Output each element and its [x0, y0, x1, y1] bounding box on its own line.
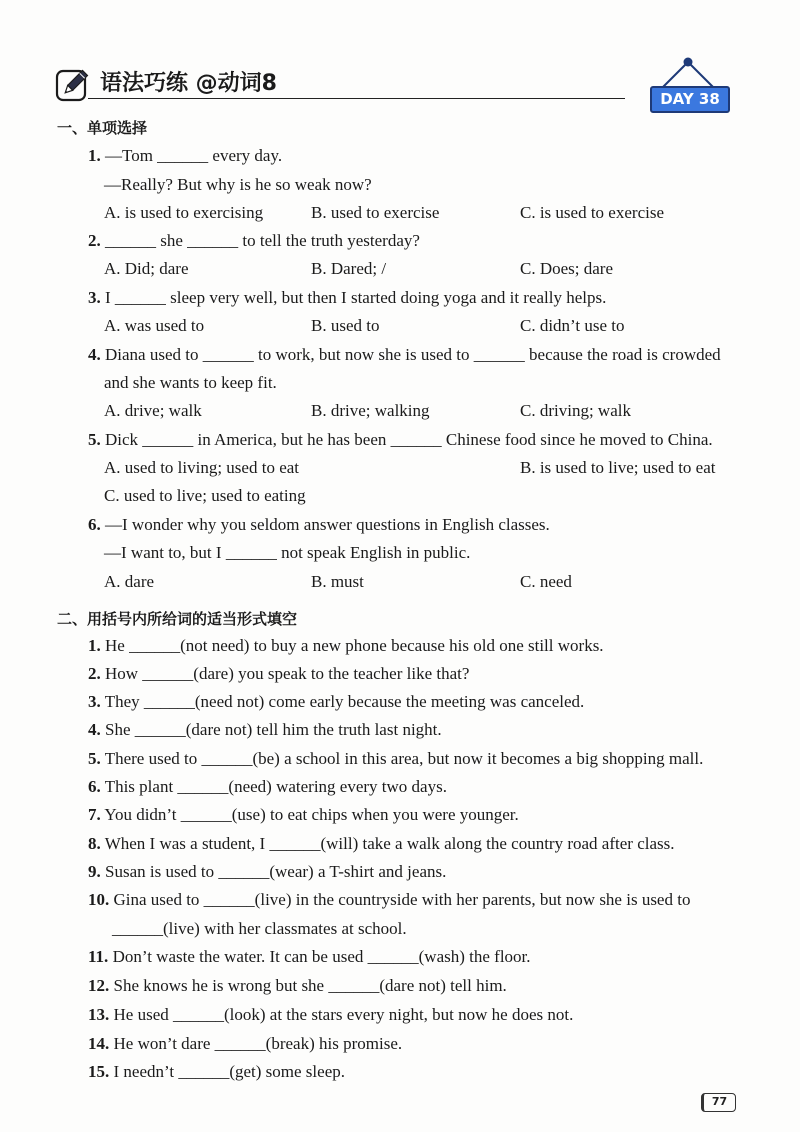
question-line — [88, 231, 420, 251]
question-text: He used ______(look) at the stars every night, but now he does not. — [113, 1005, 574, 1024]
page-number: 77 — [701, 1093, 736, 1112]
question-text: —I wonder why you seldom answer questions in English classes. — [105, 515, 550, 534]
question-number: 14. — [88, 1034, 110, 1053]
title-underline — [88, 98, 625, 99]
question-line — [88, 288, 606, 308]
option-b: B. used to exercise — [311, 203, 440, 222]
question-text: This plant ______(need) watering every two days. — [104, 777, 447, 796]
question-text: Gina used to ______(live) in the countryside with her parents, but now she is used to — [113, 890, 691, 909]
question-number: 5. — [88, 749, 101, 768]
question-text: She ______(dare not) tell him the truth last night. — [105, 720, 442, 739]
question-text: Dick ______ in America, but he has been ______ Chinese food since he moved to China. — [105, 430, 713, 449]
fill-question-14 — [88, 1034, 402, 1054]
question-text: He won’t dare ______(break) his promise. — [113, 1034, 403, 1053]
question-text: They ______(need not) come early because the meeting was canceled. — [104, 692, 585, 711]
question-number: 1. — [88, 146, 101, 165]
option-c: C. driving; walk — [520, 401, 631, 420]
fill-question-3 — [88, 692, 584, 712]
option-b: B. is used to live; used to eat — [520, 458, 716, 477]
question-text: Susan is used to ______(wear) a T-shirt and jeans. — [105, 862, 447, 881]
question-line — [88, 345, 721, 365]
fill-question-9 — [88, 862, 446, 882]
option-b: B. must — [311, 572, 364, 591]
question-line — [88, 515, 550, 535]
question-text: —Tom ______ every day. — [105, 146, 283, 165]
question-number: 3. — [88, 692, 101, 711]
day-badge: DAY 38 — [650, 86, 730, 113]
fill-question-12 — [88, 976, 507, 996]
page-title: 语法巧练 @动词8 — [100, 71, 277, 96]
option-b: B. Dared; / — [311, 259, 387, 278]
option-a: A. used to living; used to eat — [104, 458, 300, 477]
option-a: A. was used to — [104, 316, 205, 335]
fill-question-15 — [88, 1062, 345, 1082]
question-text: How ______(dare) you speak to the teacher like that? — [105, 664, 470, 683]
question-number: 10. — [88, 890, 110, 909]
fill-question-2 — [88, 664, 469, 684]
question-number: 9. — [88, 862, 101, 881]
fill-question-8 — [88, 834, 675, 854]
option-a: A. Did; dare — [104, 259, 189, 278]
question-line — [88, 146, 282, 166]
question-number: 7. — [88, 805, 101, 824]
question-text: When I was a student, I ______(will) take a walk along the country road after class. — [104, 834, 675, 853]
question-number: 11. — [88, 947, 109, 966]
section-heading: 一、单项选择 — [57, 119, 148, 137]
question-number: 2. — [88, 231, 101, 250]
fill-question-4 — [88, 720, 442, 740]
option-c: C. need — [520, 572, 572, 591]
question-number: 6. — [88, 515, 101, 534]
question-text: and she wants to keep fit. — [104, 373, 277, 392]
question-text: She knows he is wrong but she ______(dare not) tell him. — [113, 976, 507, 995]
fill-question-1 — [88, 636, 604, 656]
question-text: Diana used to ______ to work, but now she is used to ______ because the road is crowded — [105, 345, 721, 364]
question-text: He ______(not need) to buy a new phone because his old one still works. — [105, 636, 604, 655]
option-a: A. is used to exercising — [104, 203, 264, 222]
option-b: B. drive; walking — [311, 401, 430, 420]
option-c: C. is used to exercise — [520, 203, 664, 222]
option-a: A. drive; walk — [104, 401, 202, 420]
question-text: I ______ sleep very well, but then I started doing yoga and it really helps. — [105, 288, 607, 307]
question-number: 13. — [88, 1005, 110, 1024]
question-number: 1. — [88, 636, 101, 655]
question-number: 4. — [88, 345, 101, 364]
question-line — [88, 430, 713, 450]
question-line — [88, 890, 690, 910]
question-number: 6. — [88, 777, 101, 796]
tag-hanger-icon — [655, 55, 721, 89]
question-text: ______ she ______ to tell the truth yesterday? — [105, 231, 420, 250]
option-c: C. didn’t use to — [520, 316, 625, 335]
question-number: 12. — [88, 976, 110, 995]
question-number: 2. — [88, 664, 101, 683]
question-number: 3. — [88, 288, 101, 307]
fill-question-11 — [88, 947, 531, 967]
option-c: C. Does; dare — [520, 259, 614, 278]
question-text: Don’t waste the water. It can be used ______(wash) the floor. — [112, 947, 531, 966]
fill-question-6 — [88, 777, 447, 797]
question-text: ______(live) with her classmates at school. — [112, 919, 407, 938]
question-text: —Really? But why is he so weak now? — [104, 175, 372, 194]
question-text: —I want to, but I ______ not speak English in public. — [104, 543, 471, 562]
question-number: 4. — [88, 720, 101, 739]
fill-question-13 — [88, 1005, 573, 1025]
question-number: 5. — [88, 430, 101, 449]
pencil-icon — [55, 67, 91, 103]
question-number: 15. — [88, 1062, 110, 1081]
option-a: A. dare — [104, 572, 155, 591]
fill-question-7 — [88, 805, 519, 825]
fill-question-5 — [88, 749, 703, 769]
question-number: 8. — [88, 834, 101, 853]
option-c: C. used to live; used to eating — [104, 486, 306, 505]
question-text: You didn’t ______(use) to eat chips when you were younger. — [104, 805, 519, 824]
question-text: I needn’t ______(get) some sleep. — [113, 1062, 345, 1081]
section-heading: 二、用括号内所给词的适当形式填空 — [57, 610, 298, 628]
option-b: B. used to — [311, 316, 380, 335]
question-text: There used to ______(be) a school in this area, but now it becomes a big shopping mall. — [104, 749, 704, 768]
